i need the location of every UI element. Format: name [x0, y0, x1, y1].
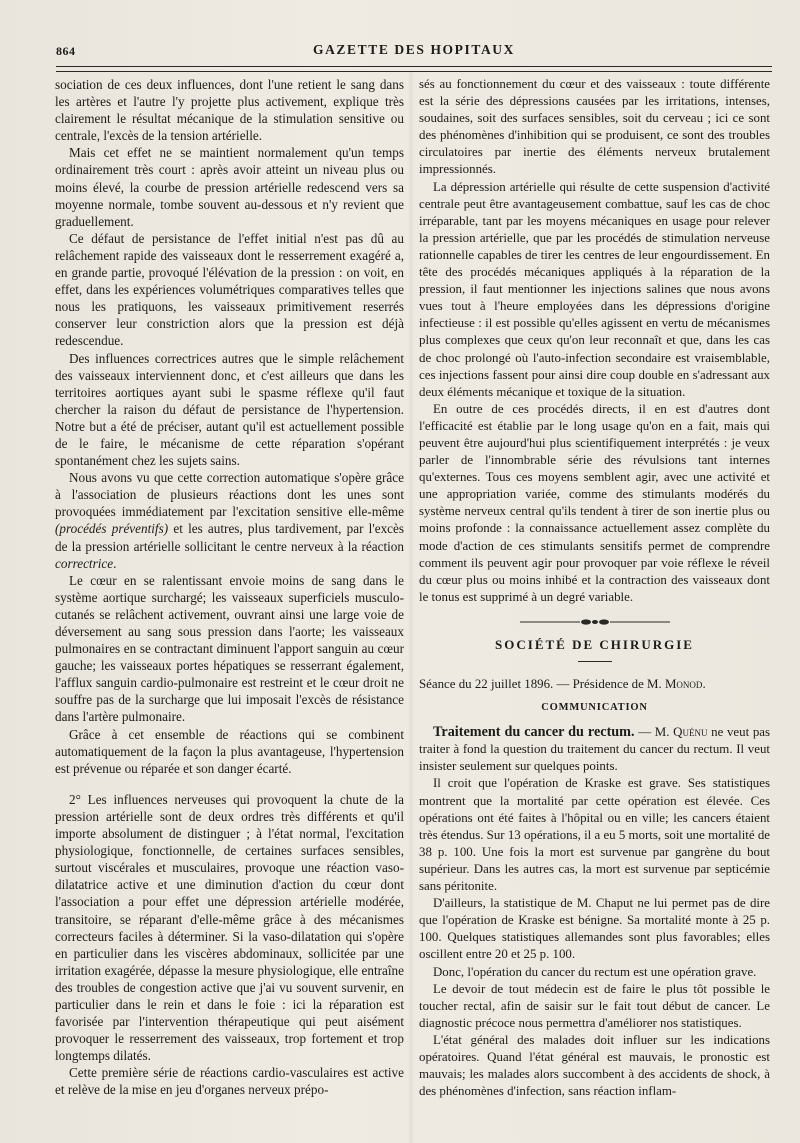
- ornament-rule-icon: [520, 618, 670, 626]
- paragraph: [419, 724, 770, 775]
- paragraph: Des influences correctrices autres que le simple relâchement des vaisseaux interviennent donc, et c'est ailleurs que dans les territoires aortiques ayant subi le spasme réflexe qu'il faut chercher la raison du défaut de persistance de l'hypertension. Notre but a été de préciser, autant qu'il est actuellement possible de le faire, le mécanisme de cette réparation s'opérant spontanément chez les sujets sains.: [55, 350, 404, 469]
- right-column: [419, 76, 770, 1136]
- paragraph: Donc, l'opération du cancer du rectum est une opération grave.: [433, 964, 757, 979]
- paragraph: 2° Les influences nerveuses qui provoquent la chute de la pression artérielle sont de deux ordres très différents et qu'il importe absolument de distinguer ; à l'état normal, l'excitation physiologique, fonctionnelle, de certaines surfaces sensibles, surtout viscérales et musculaires, provoque une réaction vaso-dilatatrice active et une diminution d'action du cœur dont l'association a pour effet une dépression artérielle modérée, transitoire, se réparant d'elle-même grâce à des mécanismes correcteurs faciles à déterminer. Si la vaso-dilatation qui s'opère en particulier dans les viscères abdominaux, sollicitée par une irritation exagérée, dépasse la mesure physiologique, elle entraîne des troubles de congestion active que j'ai vu souvent survenir, en particulier dans le rein et dans le foie : ici la réparation est favorisée par l'intervention thérapeutique qui peut aisément provoquer le resserrement des vaisseaux, trop fortement et trop longtemps dilatés.: [55, 791, 404, 1064]
- text-run: .: [702, 677, 706, 691]
- paragraph: L'état général des malades doit influer sur les indications opératoires. Quand l'état général est mauvais, le pronostic est mauvais; les malades alors succombent à des accidents de shock, à des phénomènes d'infection, sans réaction inflam-: [419, 1032, 770, 1099]
- paragraph: Il croit que l'opération de Kraske est grave. Ses statistiques montrent que la mortalité par cette opération est élevée. Ces opérations ont été faites à l'hôpital ou en ville; les cancers étaient très étendus. Sur 13 opérations, il a eu 5 morts, soit une mortalité de 38 p. 100. Une fois la mort est survenue par gangrène du bout supérieur. Dans les autres cas, la mort est survenue par septicémie sans péritonite.: [419, 776, 770, 894]
- paragraph: D'ailleurs, la statistique de M. Chaput ne lui permet pas de dire que l'opération de Kraske est bénigne. Sa mortalité monte à 25 p. 100. Quelques statistiques allemandes sont plus favorables; elles oscillent entre 20 et 25 p. 100.: [419, 896, 770, 962]
- left-column: [55, 76, 404, 1136]
- header-rule: [56, 66, 772, 72]
- italic-text: (procédés préventifs): [55, 521, 169, 537]
- page-header: [56, 40, 772, 64]
- text-run: —: [634, 725, 655, 740]
- text-run: .: [113, 555, 117, 571]
- paragraph: sociation de ces deux influences, dont l'une retient le sang dans les artères et l'autre l'y projette plus activement, explique très clairement le résultat mécanique de la stimulation sensitive ou centrale, l'excès de la tension artérielle.: [55, 77, 404, 144]
- running-title: GAZETTE DES HOPITAUX: [312, 42, 516, 57]
- text-run: et les autres, plus tardivement, par l'excès de la pression artérielle sollicitant le centre nerveux à la réaction: [55, 521, 404, 554]
- communication-heading: COMMUNICATION: [541, 702, 648, 714]
- paragraph: En outre de ces procédés directs, il en est d'autres dont l'efficacité est établie par le long usage qu'on en a fait, mais qui peuvent être aujourd'hui plus scientifiquement interprétés : je veux parler de l'innombrable série des révulsions tant internes qu'externes. Tous ces moyens semblent agir, avec une activité et une appropriation variée, comme des stimulants modérés du système nerveux central qu'ils tendent à tirer de son inertie plus ou moins profonde : la connaissance actuellement assez complète du mode d'action de ces stimulants sensitifs permet de comprendre comment ils peuvent agir pour provoquer par voie réflexe le réveil du cœur plus ou moins inhibé et la contraction des vaisseaux dont le tonus est supprimé à un degré variable.: [419, 401, 770, 604]
- paragraph: Ce défaut de persistance de l'effet initial n'est pas dû au relâchement rapide des vaisseaux dont le resserrement exagéré a, en grande partie, provoqué l'élévation de la pression : on voit, en effet, dans les expériences volumétriques comparatives telles que nous les pratiquons, les vaisseaux primitivement reserrés conserver leur constriction alors que la pression est déjà redescendue.: [55, 230, 404, 349]
- paragraph: La dépression artérielle qui résulte de cette suspension d'activité centrale peut être avantageusement combattue, sauf les cas de choc irréparable, tant par les moyens mécaniques en usage pour relever la pression artérielle, que par les procédés de stimulation nerveuse rationnelle capables de tirer les centres de leur engourdissement. En tête des procédés mécaniques appliqués à la réparation de la pression, il faut mentionner les injections salines que nous avons vues tout à l'heure employées dans les dépressions d'origine infectieuse : il est possible qu'elles agissent en vertu de mécanismes plus complexes que ceux qu'on leur reconnaît et que, dans les cas de choc prolongé où l'auto-infection secondaire est vraisemblable, ces injections fassent pour ainsi dire coup double en s'adressant aux deux éléments mécanique et toxique de la situation.: [419, 179, 770, 399]
- author-name: M. Quénu: [654, 725, 708, 740]
- section-rule: [578, 661, 612, 662]
- text-run: Nous avons vu que cette correction automatique s'opère grâce à l'association de plusieurs réactions dont les unes sont provoquées immédiatement par l'excitation sensitive elle-même: [55, 470, 404, 520]
- paragraph: Le devoir de tout médecin est de faire le plus tôt possible le toucher rectal, afin de saisir sur le fait tout début de cancer. Le diagnostic précoce nous permettra d'améliorer nos statistiques.: [419, 981, 770, 1030]
- column-gutter: [408, 72, 414, 1143]
- paragraph: Cette première série de réactions cardio-vasculaires est active et relève de la mise en jeu d'organes nerveux prépo-: [55, 1065, 404, 1098]
- paragraph: Mais cet effet ne se maintient normalement qu'un temps ordinairement très court : après avoir atteint un niveau plus ou moins élevé, la courbe de pression artérielle redescend vers sa moyenne normale, tombe souvent au-dessous et n'y revient que graduellement.: [55, 145, 404, 229]
- italic-text: correctrice: [55, 555, 114, 571]
- text-run: ne veut pas traiter à fond la question du traitement du cancer du rectum. Il veut insister seulement sur quelques points.: [419, 725, 770, 774]
- text-run: Séance du 22 juillet 1896. — Présidence de M.: [419, 677, 662, 691]
- article-title: Traitement du cancer du rectum.: [433, 724, 635, 741]
- paragraph: Le cœur en se ralentissant envoie moins de sang dans le système aortique surchargé; les vaisseaux superficiels musculo-cutanés se relâchent activement, ouvrant ainsi une large voie de déversement au sang sous pression dans l'aorte; les vaisseaux pulmonaires en se contractant diminuent l'apport sanguin au cœur gauche; les vaisseaux portes hépatiques se resserrant également, l'afflux sanguin cardio-pulmonaire est restreint et le cœur droit ne souffre pas de la surcharge que lui imposait l'excès de résistance dans l'artère pulmonaire.: [55, 572, 404, 725]
- paragraph: sés au fonctionnement du cœur et des vaisseaux : toute différente est la série des dépressions causées par les irritations, intenses, soudaines, soit des surfaces sensibles, soit du cerveau ; ici ce sont des phénomènes d'inhibition qui se produisent, ce sont des troubles circulatoires par inertie des éléments nerveux brutalement impressionnés.: [419, 77, 770, 177]
- paragraph: [55, 469, 404, 572]
- section-ornament: [419, 618, 770, 626]
- page-number: 864: [56, 44, 76, 58]
- session-line: [419, 676, 770, 693]
- section-title: SOCIÉTÉ DE CHIRURGIE: [495, 636, 694, 652]
- president-name: Monod: [664, 677, 703, 691]
- paragraph: Grâce à cet ensemble de réactions qui se combinent automatiquement de la façon la plus avantageuse, l'hypertension est prévenue ou réparée et son danger écarté.: [55, 726, 404, 776]
